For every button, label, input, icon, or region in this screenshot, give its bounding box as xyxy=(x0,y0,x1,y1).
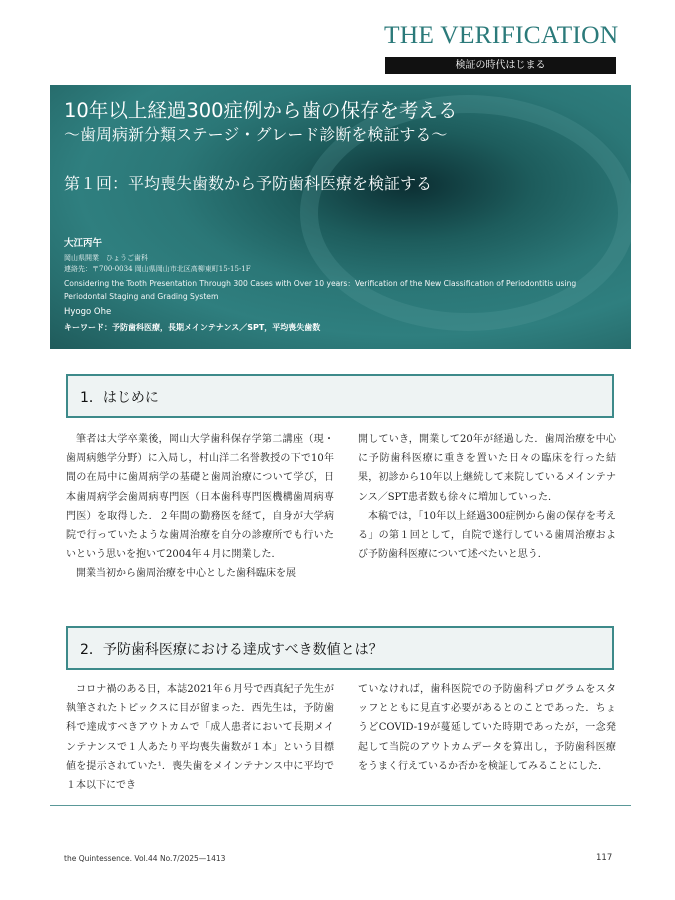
paragraph: ていなければ，歯科医院での予防歯科プログラムをスタッフとともに見直す必要があるとのことであった．ちょうどCOVID-19が蔓延していた時期であったが，一念発起して当院のアウトカムデータを算出し，予防歯科医療をうまく行えているか否かを検証してみることにした． xyxy=(358,684,616,772)
article-subtitle: ～歯周病新分類ステージ・グレード診断を検証する～ xyxy=(64,125,448,144)
section2-right-column xyxy=(358,680,616,776)
journal-footer: the Quintessence. Vol.44 No.7/2025—1413 xyxy=(64,854,226,863)
section1-right-column xyxy=(358,430,616,564)
bottom-rule xyxy=(50,805,631,806)
section2-left-column xyxy=(66,680,334,795)
english-title: Considering the Tooth Presentation Through 300 Cases with Over 10 years：Verification of the New Classification of Periodontitis using Periodontal Staging and Grading System xyxy=(64,279,577,301)
series-title: THE VERIFICATION xyxy=(384,20,619,49)
paragraph: 筆者は大学卒業後，岡山大学歯科保存学第二講座（現・歯周病態学分野）に入局し，村山洋二名誉教授の下で10年間の在局中に歯周病学の基礎と歯周治療について学び，日本歯周病学会歯周病専門医（日本歯科専門医機構歯周病専門医）を取得した．２年間の勤務医を経て，自身が大学病院で行っていたような歯周治療を自分の診療所でも行いたいという思いを抱いて2004年４月に開業した． xyxy=(66,434,334,561)
paragraph: 本稿では，「10年以上経過300症例から歯の保存を考える」の第１回として，自院で遂行している歯周治療および予防歯科医療について述べたいと思う． xyxy=(358,510,616,561)
paragraph: コロナ禍のある日，本誌2021年６月号で西真紀子先生が執筆されたトピックスに目が留まった．西先生は，予防歯科で達成すべきアウトカムで「成人患者において長期メインテナンスで１人あたり平均喪失歯数が１本」という目標値を提示されていた¹．喪失歯をメインテナンス中に平均で１本以下にでき xyxy=(66,684,334,792)
section1-heading-box xyxy=(66,374,614,418)
paragraph: 開していき，開業して20年が経過した．歯周治療を中心に予防歯科医療に重きを置いた日々の臨床を行った結果，初診から10年以上継続して来院しているメインテナンス／SPT患者数も徐々に増加していった． xyxy=(358,434,616,503)
series-subtitle: 検証の時代はじまる xyxy=(385,57,616,74)
english-author: Hyogo Ohe xyxy=(64,307,112,317)
title-banner xyxy=(50,85,631,349)
author-contact: 連絡先：〒700-0034 岡山県岡山市北区高柳東町15-15-1F xyxy=(64,265,251,273)
section2-heading: 2．予防歯科医療における達成すべき数値とは？ xyxy=(80,642,383,658)
author-affiliation: 岡山県開業 ひょうご歯科 xyxy=(64,254,148,262)
episode-title: 第１回：平均喪失歯数から予防歯科医療を検証する xyxy=(64,174,433,193)
keywords: キーワード：予防歯科医療，長期メインテナンス／SPT，平均喪失歯数 xyxy=(64,323,321,332)
article-title: 10年以上経過300症例から歯の保存を考える xyxy=(64,99,458,122)
paragraph: 開業当初から歯周治療を中心とした歯科臨床を展 xyxy=(76,568,296,580)
section1-heading: 1．はじめに xyxy=(80,390,159,406)
section1-left-column xyxy=(66,430,334,584)
author-name: 大江丙午 xyxy=(64,238,103,249)
page-number: 117 xyxy=(596,853,613,863)
section2-heading-box xyxy=(66,626,614,670)
